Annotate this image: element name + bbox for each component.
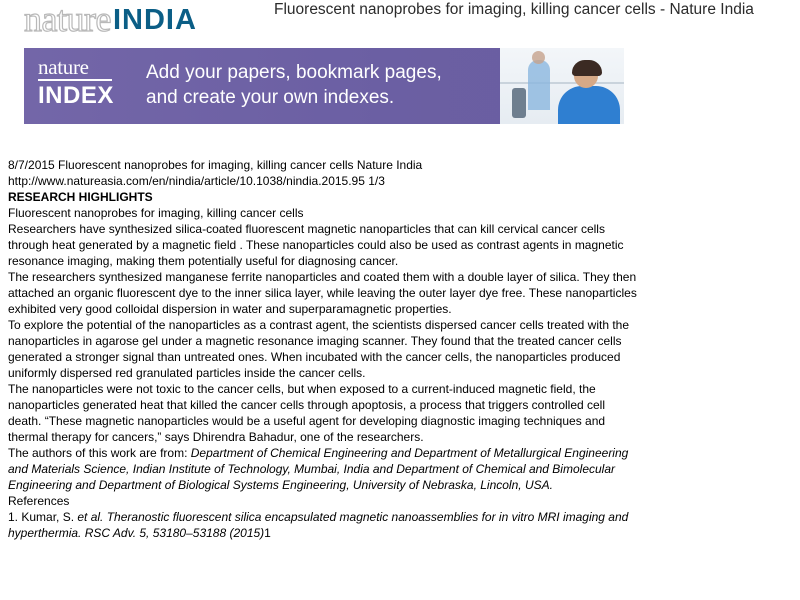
banner-text xyxy=(146,60,506,110)
banner-text-line2: and create your own indexes. xyxy=(146,87,395,108)
banner-logo-nature: nature xyxy=(38,55,89,79)
authors-intro: The authors of this work are from: xyxy=(8,446,191,460)
section-label: RESEARCH HIGHLIGHTS xyxy=(8,190,153,204)
logo-india-text: INDIA xyxy=(112,4,197,36)
authors-paragraph xyxy=(8,445,638,493)
references-label: References xyxy=(8,494,70,508)
photo-scientist-coat xyxy=(558,86,620,124)
ref1-author: 1. Kumar, S. xyxy=(8,510,78,524)
page-header xyxy=(0,0,800,42)
microscope-icon xyxy=(512,88,526,118)
reference-1 xyxy=(8,509,638,541)
article-title: Fluorescent nanoprobes for imaging, killing cancer cells xyxy=(8,206,304,220)
scientist-photo xyxy=(500,48,624,124)
banner-logo-rule xyxy=(38,79,112,81)
nature-index-banner[interactable] xyxy=(24,48,624,124)
banner-text-line1: Add your papers, bookmark pages, xyxy=(146,62,442,83)
photo-background-head xyxy=(532,51,545,64)
logo-nature-text: nature xyxy=(24,0,111,39)
ref1-etal: et al. xyxy=(77,510,104,524)
print-header-line: 8/7/2015 Fluorescent nanoprobes for imaging, killing cancer cells Nature India xyxy=(8,158,423,172)
ref1-title: Theranostic fluorescent silica encapsulated magnetic nanoassemblies for in vitro MRI imaging and hyperthermia. xyxy=(8,510,629,540)
paragraph-3: To explore the potential of the nanoparticles as a contrast agent, the scientists dispersed cancer cells treated with the nanoparticles in agarose gel under a magnetic resonance imaging scanner. They found that the treated cancer cells generated a stronger signal than untreated ones. When incubated with the cancer cells, the nanoparticles produced uniformly dispersed red granulated particles inside the cancer cells. xyxy=(8,318,630,380)
ref1-suffix: 1 xyxy=(264,526,271,540)
ref1-journal[interactable]: RSC Adv. 5, 53180–53188 (2015) xyxy=(84,526,265,540)
paragraph-1: Researchers have synthesized silica-coated fluorescent magnetic nanoparticles that can kill cervical cancer cells through heat generated by a magnetic field . These nanoparticles could also be used as contrast agents in magnetic resonance imaging, making them potentially useful for diagnosing cancer. xyxy=(8,222,624,268)
article-body xyxy=(8,157,638,541)
nature-index-logo xyxy=(38,55,118,109)
paragraph-2: The researchers synthesized manganese ferrite nanoparticles and coated them with a double layer of silica. They then attached an organic fluorescent dye to the inner silica layer, while leaving the outer layer dye free. These nanoparticles exhibited very good colloidal dispersion in water and superparamagnetic properties. xyxy=(8,270,637,316)
banner-logo-index: INDEX xyxy=(38,82,114,109)
photo-shelf xyxy=(500,82,624,84)
photo-background-person xyxy=(528,60,550,110)
photo-scientist-hair xyxy=(572,60,602,76)
page-title: Fluorescent nanoprobes for imaging, killing cancer cells - Nature India xyxy=(274,1,754,18)
article-url-line: http://www.natureasia.com/en/nindia/article/10.1038/nindia.2015.95 1/3 xyxy=(8,174,385,188)
paragraph-4: The nanoparticles were not toxic to the cancer cells, but when exposed to a current-induced magnetic field, the nanoparticles generated heat that killed the cancer cells through apoptosis, a process that triggers controlled cell death. “These magnetic nanoparticles would be a useful agent for developing diagnostic imaging techniques and thermal therapy for cancers,” says Dhirendra Bahadur, one of the researchers. xyxy=(8,382,606,444)
nature-india-logo[interactable] xyxy=(24,0,197,38)
authors-affiliation: Department of Chemical Engineering and Department of Metallurgical Engineering and Materials Science, Indian Institute of Technology, Mumbai, India and Department of Chemical and Bimolecular Engineering and Department of Biological Systems Engineering, University of Nebraska, Lincoln, USA. xyxy=(8,446,629,492)
